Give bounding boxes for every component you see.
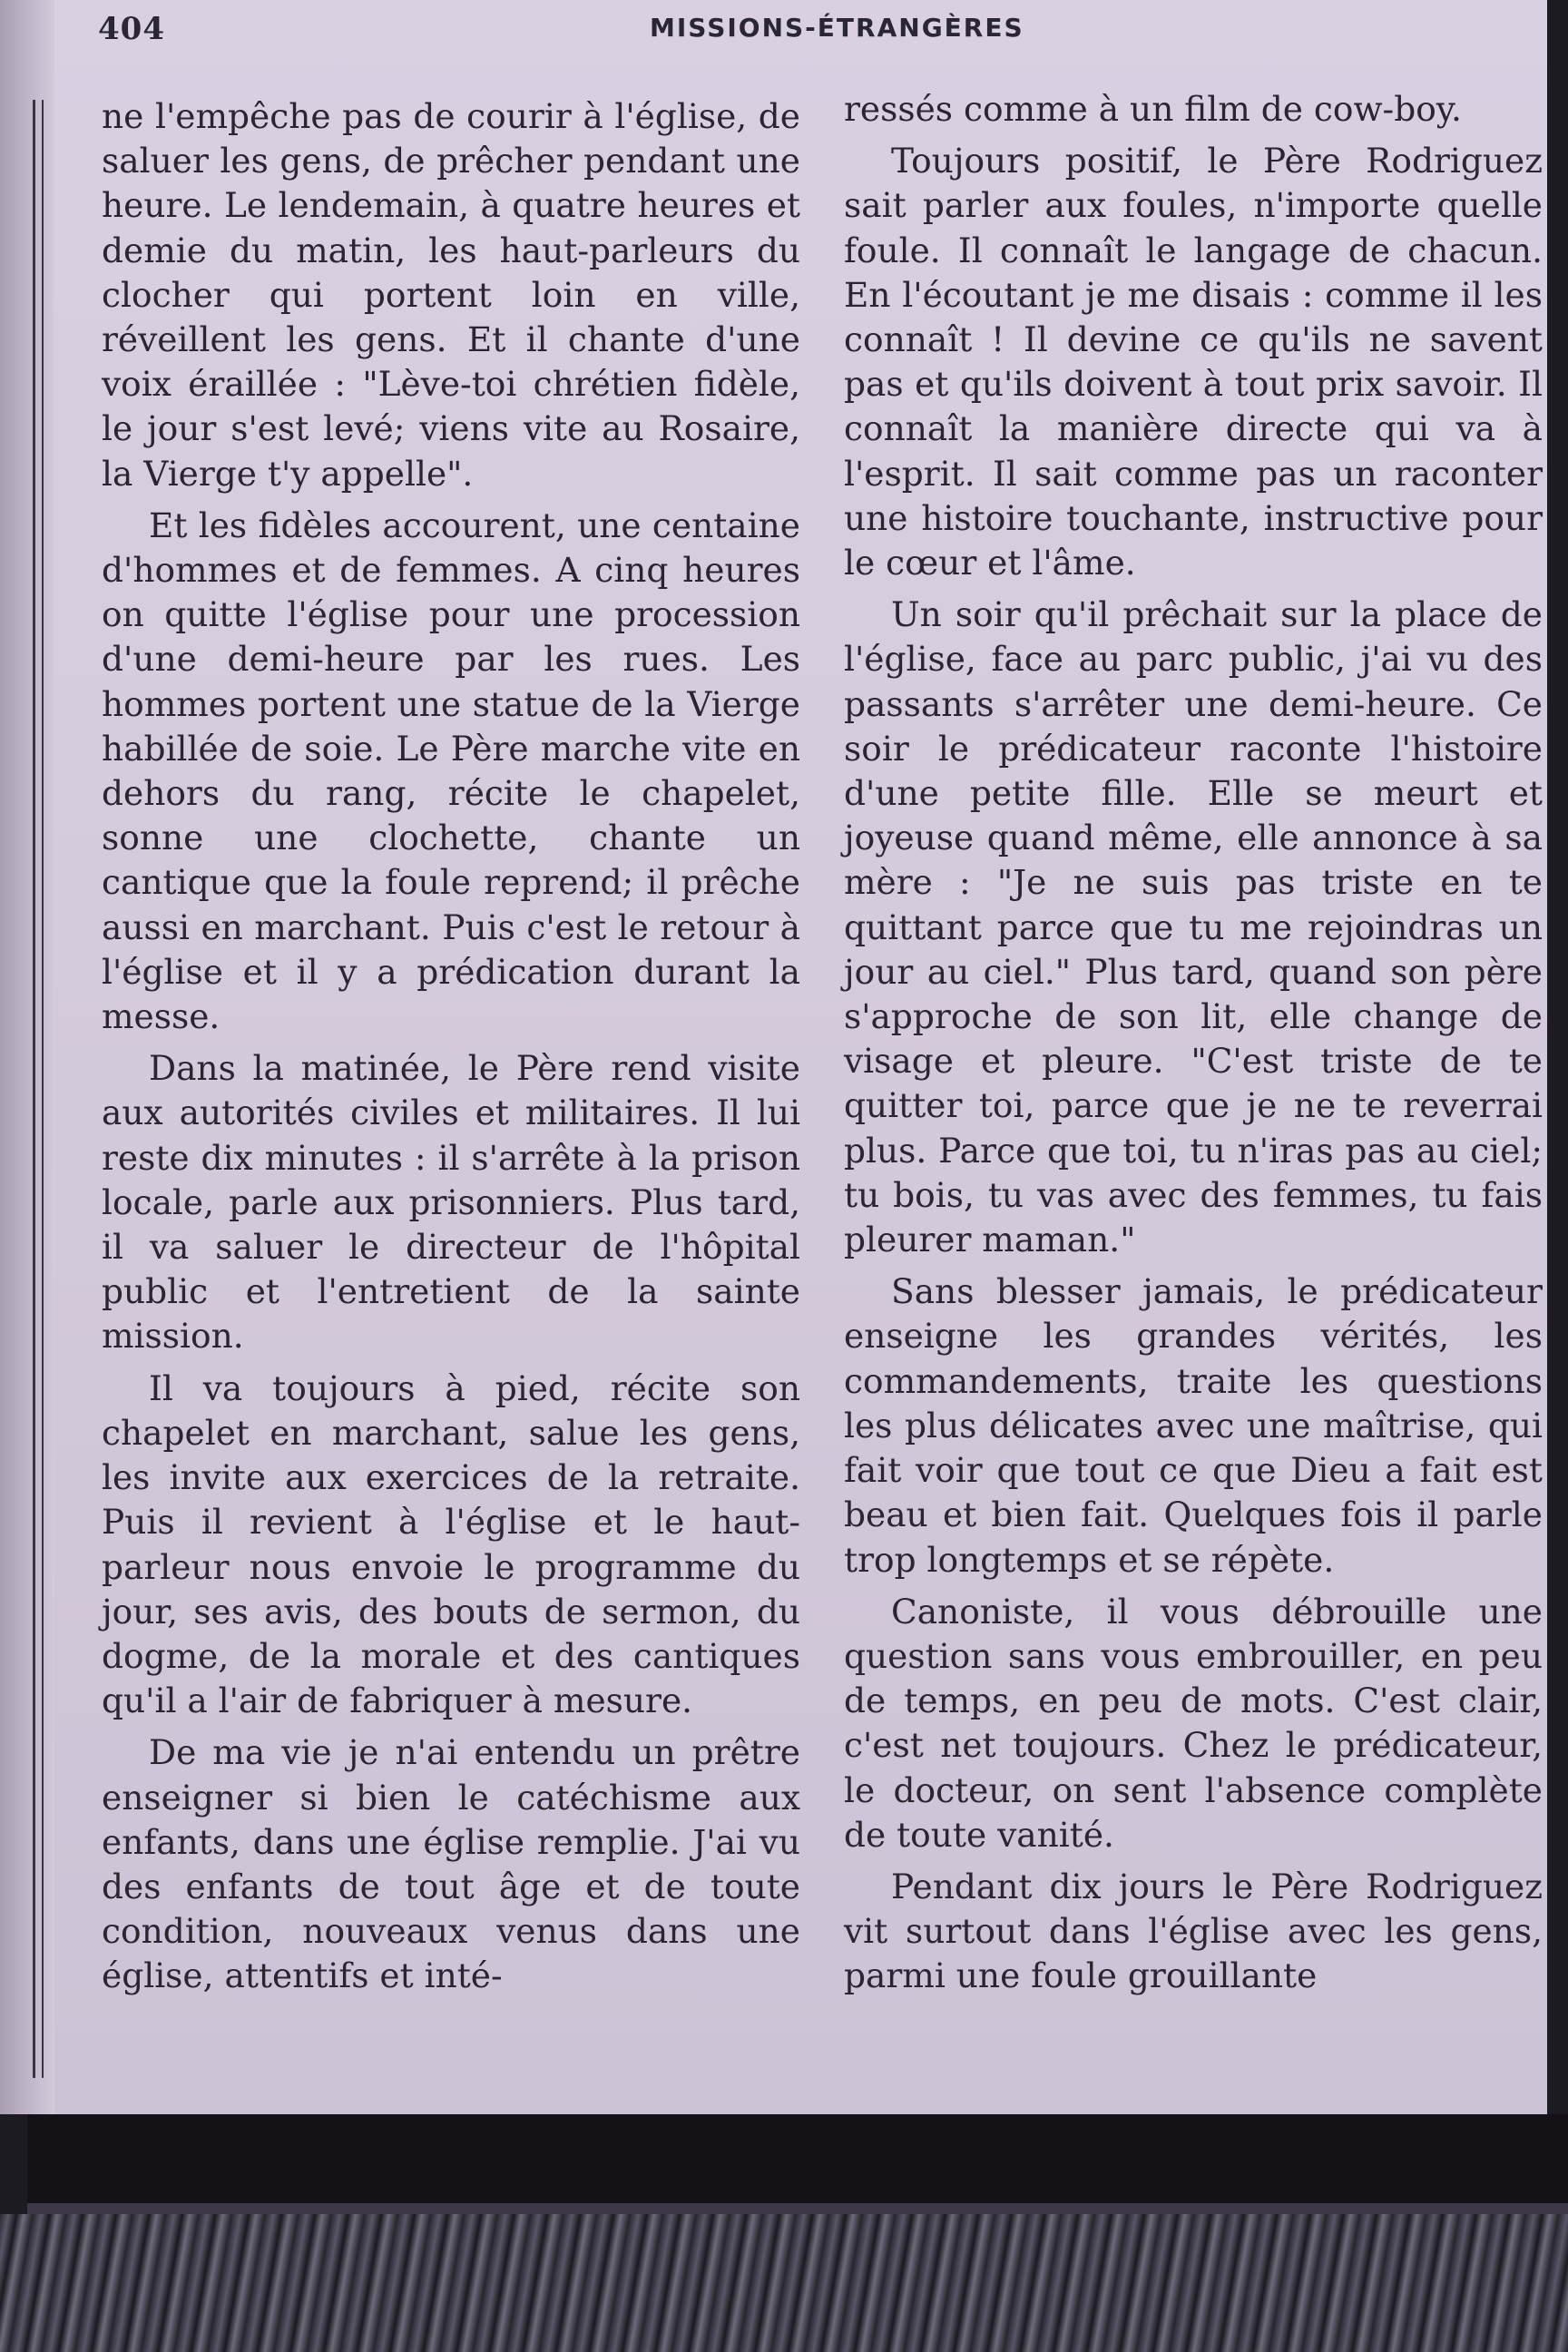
paragraph: ressés comme à un film de cow-boy.	[844, 89, 1462, 129]
paragraph: Un soir qu'il prêchait sur la place de l'église, face au parc public, j'ai vu des passants s'arrêter une demi-heure. Ce soir le prédicateur raconte l'histoire d'une petite fille. Elle se meurt et joyeuse quand même, elle annonce à sa mère : "Je ne suis pas triste en te quittant parce que tu me rejoindras un jour au ciel." Plus tard, quand son père s'approche de son lit, elle change de visage et pleure. "C'est triste de te quitter toi, parce que je ne te reverrai plus. Parce que toi, tu n'iras pas au ciel; tu bois, tu vas avec des femmes, tu fais pleurer maman."	[844, 594, 1543, 1260]
paragraph: Dans la matinée, le Père rend visite aux autorités civiles et militaires. Il lui reste dix minutes : il s'arrête à la prison locale, parle aux prisonniers. Plus tard, il va saluer le directeur de l'hôpital public et l'entretient de la sainte mission.	[102, 1048, 800, 1357]
right-text-column	[844, 87, 1543, 2006]
left-margin-rule-inner	[42, 100, 44, 2078]
left-text-column	[102, 94, 800, 2006]
book-edge-shadow	[27, 2114, 1568, 2203]
running-title: MISSIONS-ÉTRANGÈRES	[650, 13, 1024, 43]
paragraph: Et les fidèles accourent, une centaine d'hommes et de femmes. A cinq heures on quitte l'église pour une procession d'une demi-heure par les rues. Les hommes portent une statue de la Vierge habillée de soie. Le Père marche vite en dehors du rang, récite le chapelet, sonne une clochette, chante un cantique que la foule reprend; il prêche aussi en marchant. Puis c'est le retour à l'église et il y a prédication durant la messe.	[102, 505, 800, 1037]
page-bottom-edge	[27, 2203, 1568, 2214]
paragraph: Il va toujours à pied, récite son chapelet en marchant, salue les gens, les invite aux exercices de la retraite. Puis il revient à l'église et le haut-parleur nous envoie le programme du jour, ses avis, des bouts de sermon, du dogme, de la morale et des cantiques qu'il a l'air de fabriquer à mesure.	[102, 1367, 800, 1721]
paragraph: ne l'empêche pas de courir à l'église, de saluer les gens, de prêcher pendant une heure. Le lendemain, à quatre heures et demie du matin, les haut-parleurs du clocher qui portent loin en ville, réveillent les gens. Et il chante d'une voix éraillée : "Lève-toi chrétien fidèle, le jour s'est levé; viens vite au Rosaire, la Vierge t'y appelle".	[102, 96, 800, 494]
page-header	[0, 7, 1547, 49]
paragraph: Pendant dix jours le Père Rodriguez vit surtout dans l'église avec les gens, parmi une foule grouillante	[844, 1866, 1543, 1996]
background-surface	[0, 2214, 1568, 2352]
page-number: 404	[98, 11, 165, 47]
paragraph: Sans blesser jamais, le prédicateur enseigne les grandes vérités, les commandements, traite les questions les plus délicates avec une maîtrise, qui fait voir que tout ce que Dieu a fait est beau et bien fait. Quelques fois il parle trop longtemps et se répète.	[844, 1271, 1543, 1580]
page-spine-shadow	[0, 0, 54, 2114]
paragraph: Toujours positif, le Père Rodriguez sait parler aux foules, n'importe quelle foule. Il connaît le langage de chacun. En l'écoutant je me disais : comme il les connaît ! Il devine ce qu'ils ne savent pas et qu'ils doivent à tout prix savoir. Il connaît la manière directe qui va à l'esprit. Il sait comme pas un raconter une histoire touchante, instructive pour le cœur et l'âme.	[844, 141, 1543, 583]
paragraph: De ma vie je n'ai entendu un prêtre enseigner si bien le catéchisme aux enfants, dans une église remplie. J'ai vu des enfants de tout âge et de toute condition, nouveaux venus dans une église, attentifs et inté-	[102, 1732, 800, 1996]
paragraph: Canoniste, il vous débrouille une question sans vous embrouiller, en peu de temps, en peu de mots. C'est clair, c'est net toujours. Chez le prédicateur, le docteur, on sent l'absence complète de toute vanité.	[844, 1591, 1543, 1855]
left-margin-rule	[33, 100, 35, 2078]
